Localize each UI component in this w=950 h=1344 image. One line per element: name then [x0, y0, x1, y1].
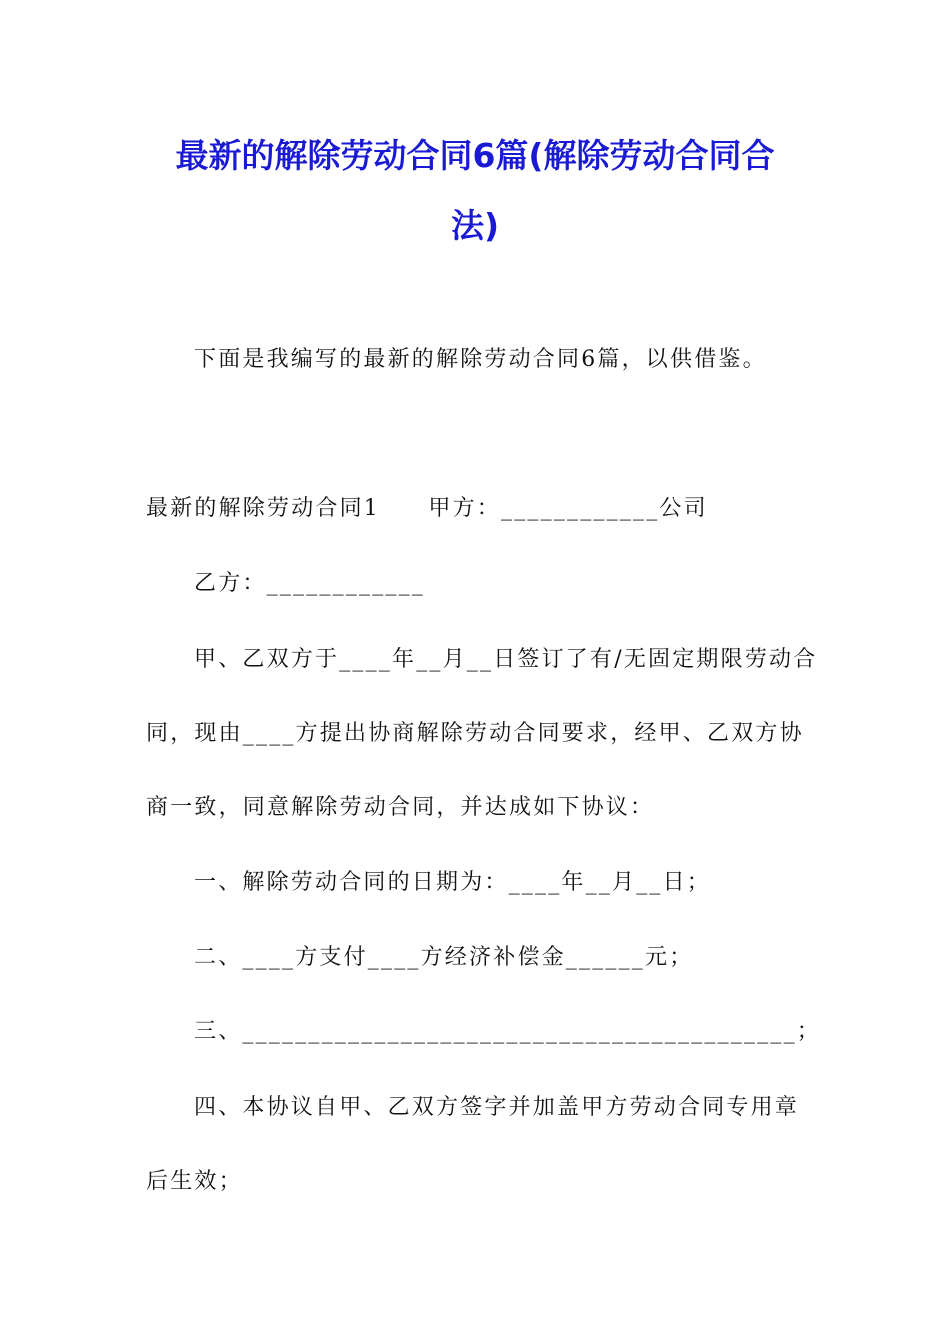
- intro-paragraph: 下面是我编写的最新的解除劳动合同6篇，以供借鉴。: [194, 347, 767, 372]
- body-paragraph-line-2: 同，现由____方提出协商解除劳动合同要求，经甲、乙双方协: [146, 721, 804, 746]
- agreement-item-4-line-2: 后生效；: [146, 1169, 243, 1194]
- agreement-item-1: 一、解除劳动合同的日期为：____年__月__日；: [194, 870, 712, 895]
- party-b-line: 乙方：____________: [194, 571, 426, 596]
- body-paragraph-line-3: 商一致，同意解除劳动合同，并达成如下协议：: [146, 795, 655, 820]
- section-1-heading: 最新的解除劳动合同1 甲方：____________公司: [146, 496, 708, 521]
- agreement-item-3: 三、__________________________________________；: [194, 1019, 822, 1044]
- agreement-item-4-line-1: 四、本协议自甲、乙双方签字并加盖甲方劳动合同专用章: [194, 1095, 800, 1120]
- document-title-line-1: 最新的解除劳动合同6篇(解除劳动合同合: [175, 136, 775, 175]
- body-paragraph-line-1: 甲、乙双方于____年__月__日签订了有/无固定期限劳动合: [194, 647, 818, 672]
- agreement-item-2: 二、____方支付____方经济补偿金______元；: [194, 945, 694, 970]
- document-title-line-2: 法): [450, 206, 500, 245]
